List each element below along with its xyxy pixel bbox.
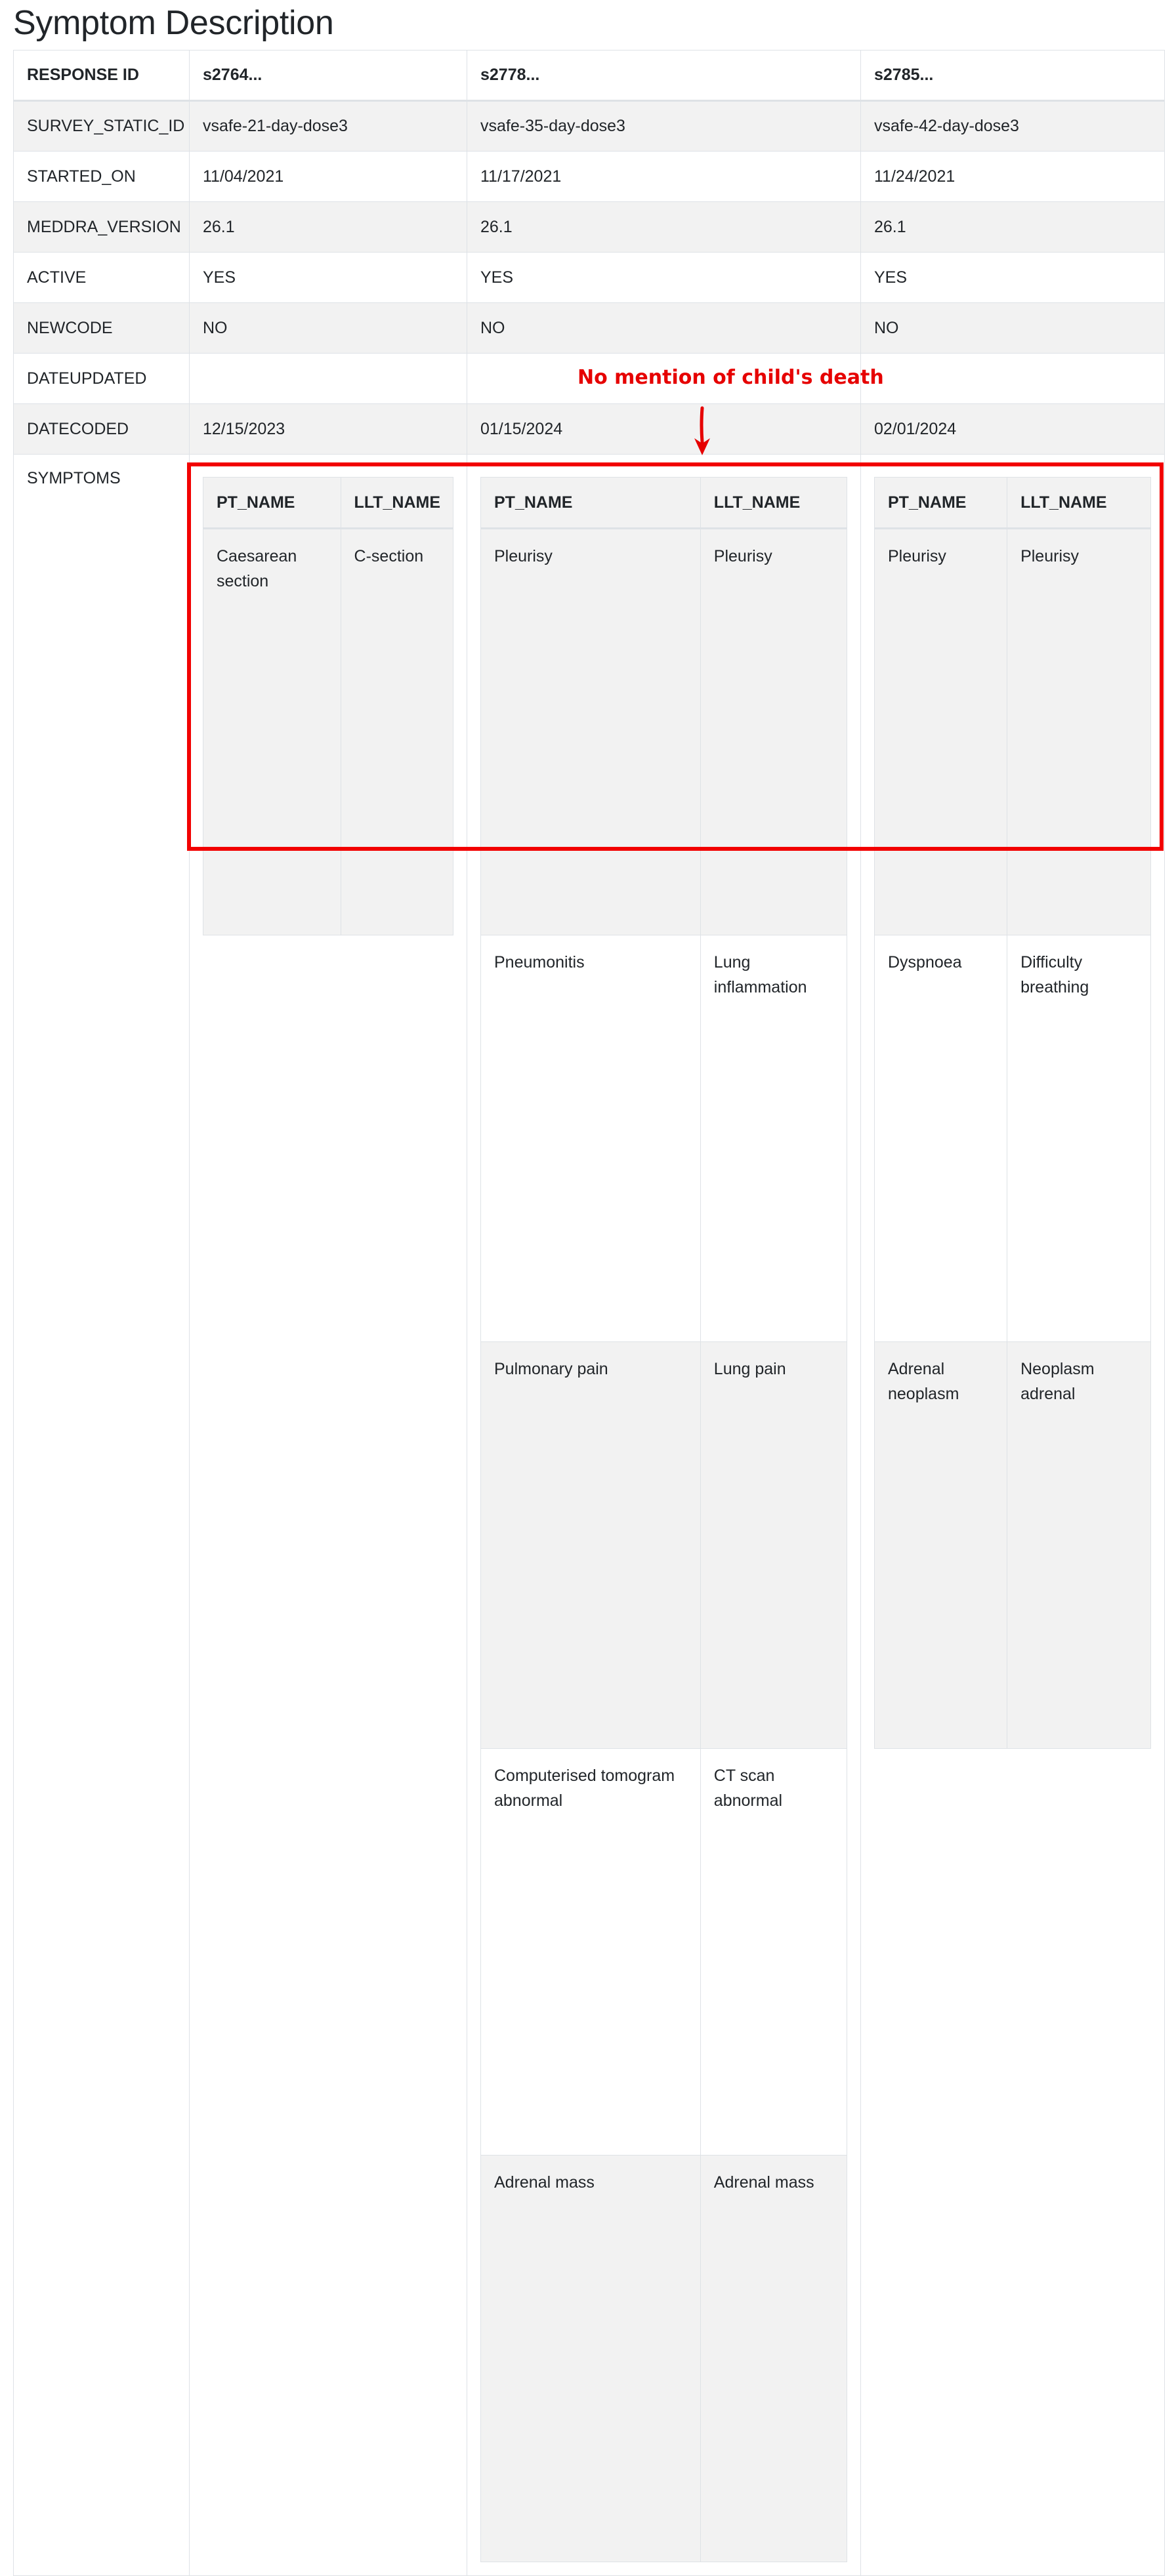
- pt-name-cell: Adrenal neoplasm: [875, 1342, 1007, 1749]
- table-cell: YES: [467, 253, 861, 303]
- response-id-1: s2764...: [190, 51, 467, 101]
- pt-name-cell: Pulmonary pain: [481, 1342, 701, 1749]
- symptom-row: [481, 935, 847, 1342]
- table-cell: vsafe-21-day-dose3: [190, 101, 467, 152]
- symptom-header-row: [203, 478, 453, 529]
- response-id-3: s2785...: [861, 51, 1165, 101]
- response-table: [13, 50, 1165, 2576]
- table-cell: [861, 354, 1165, 404]
- row-label: STARTED_ON: [14, 152, 190, 202]
- row-label: DATECODED: [14, 404, 190, 455]
- header-label: RESPONSE ID: [14, 51, 190, 101]
- symptoms-cell: [190, 455, 467, 2576]
- table-cell: YES: [190, 253, 467, 303]
- table-cell: [190, 354, 467, 404]
- table-row: [14, 404, 1165, 455]
- symptom-row: [481, 529, 847, 935]
- symptom-header-row: [875, 478, 1151, 529]
- llt-name-cell: Pleurisy: [700, 529, 847, 935]
- table-cell: 11/24/2021: [861, 152, 1165, 202]
- symptom-table-3: [874, 477, 1151, 1749]
- symptom-row: [481, 1749, 847, 2156]
- symptom-row: [875, 1342, 1151, 1749]
- llt-name-header: LLT_NAME: [700, 478, 847, 529]
- llt-name-header: LLT_NAME: [1007, 478, 1151, 529]
- table-header-row: [14, 51, 1165, 101]
- table-row: [14, 101, 1165, 152]
- symptom-table-1: [203, 477, 453, 935]
- llt-name-cell: Lung pain: [700, 1342, 847, 1749]
- table-cell: 26.1: [861, 202, 1165, 253]
- table-cell: vsafe-42-day-dose3: [861, 101, 1165, 152]
- row-label: ACTIVE: [14, 253, 190, 303]
- table-cell: 12/15/2023: [190, 404, 467, 455]
- pt-name-cell: Pneumonitis: [481, 935, 701, 1342]
- row-label: DATEUPDATED: [14, 354, 190, 404]
- table-cell: 26.1: [467, 202, 861, 253]
- table-cell: 01/15/2024: [467, 404, 861, 455]
- symptom-row: [203, 529, 453, 935]
- table-cell: NO: [861, 303, 1165, 354]
- table-row: [14, 253, 1165, 303]
- pt-name-header: PT_NAME: [203, 478, 341, 529]
- symptom-row: [481, 1342, 847, 1749]
- row-label: SURVEY_STATIC_ID: [14, 101, 190, 152]
- symptom-row: [481, 2156, 847, 2562]
- pt-name-cell: Adrenal mass: [481, 2156, 701, 2562]
- symptom-row: [875, 935, 1151, 1342]
- row-label: NEWCODE: [14, 303, 190, 354]
- annotation-text: No mention of child's death: [578, 366, 884, 389]
- llt-name-cell: C-section: [341, 529, 453, 935]
- pt-name-cell: Pleurisy: [481, 529, 701, 935]
- annotation-arrow-icon: [688, 405, 717, 459]
- row-label: MEDDRA_VERSION: [14, 202, 190, 253]
- pt-name-cell: Caesarean section: [203, 529, 341, 935]
- page-title: Symptom Description: [13, 4, 334, 42]
- pt-name-cell: Computerised tomogram abnormal: [481, 1749, 701, 2156]
- symptom-table-2: [480, 477, 847, 2562]
- pt-name-cell: Pleurisy: [875, 529, 1007, 935]
- symptom-header-row: [481, 478, 847, 529]
- llt-name-header: LLT_NAME: [341, 478, 453, 529]
- symptoms-row: [14, 455, 1165, 2576]
- pt-name-header: PT_NAME: [481, 478, 701, 529]
- table-cell: NO: [190, 303, 467, 354]
- table-cell: vsafe-35-day-dose3: [467, 101, 861, 152]
- llt-name-cell: CT scan abnormal: [700, 1749, 847, 2156]
- row-label: SYMPTOMS: [14, 455, 190, 2576]
- table-row: [14, 152, 1165, 202]
- table-cell: 11/17/2021: [467, 152, 861, 202]
- symptom-row: [875, 529, 1151, 935]
- llt-name-cell: Difficulty breathing: [1007, 935, 1151, 1342]
- llt-name-cell: Adrenal mass: [700, 2156, 847, 2562]
- table-cell: YES: [861, 253, 1165, 303]
- table-row: [14, 202, 1165, 253]
- pt-name-cell: Dyspnoea: [875, 935, 1007, 1342]
- response-id-2: s2778...: [467, 51, 861, 101]
- table-cell: NO: [467, 303, 861, 354]
- pt-name-header: PT_NAME: [875, 478, 1007, 529]
- table-cell: 02/01/2024: [861, 404, 1165, 455]
- symptoms-cell: [467, 455, 861, 2576]
- table-cell: 11/04/2021: [190, 152, 467, 202]
- table-cell: 26.1: [190, 202, 467, 253]
- llt-name-cell: Neoplasm adrenal: [1007, 1342, 1151, 1749]
- llt-name-cell: Pleurisy: [1007, 529, 1151, 935]
- table-row: [14, 303, 1165, 354]
- symptoms-cell: [861, 455, 1165, 2576]
- llt-name-cell: Lung inflammation: [700, 935, 847, 1342]
